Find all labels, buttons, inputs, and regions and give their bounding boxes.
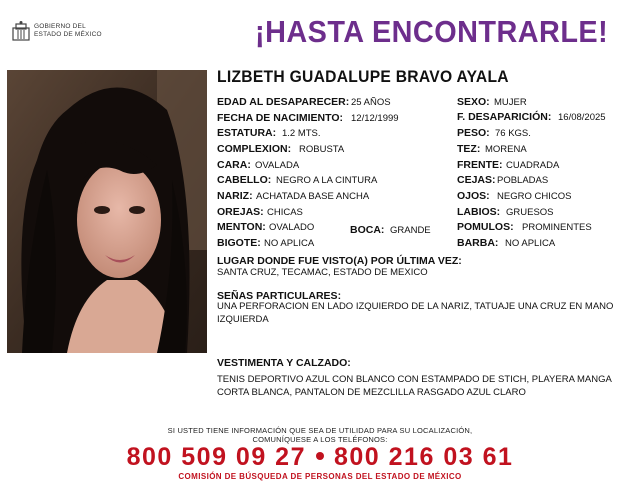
field-value: MUJER <box>494 97 527 108</box>
distinguishing-marks-text: UNA PERFORACION EN LADO IZQUIERDO DE LA NARIZ, TATUAJE UNA CRUZ EN MANO IZQUIERDA <box>217 301 614 325</box>
field-value: NEGRO CHICOS <box>497 191 572 202</box>
field-value: POBLADAS <box>497 175 549 186</box>
person-photo-image <box>7 70 207 353</box>
field-label: F. DESAPARICIÓN: <box>457 111 552 123</box>
person-name: LIZBETH GUADALUPE BRAVO AYALA <box>217 67 509 86</box>
field-label: CABELLO: <box>217 174 272 186</box>
field-label: POMULOS: <box>457 221 514 233</box>
field-value: 76 KGS. <box>495 128 531 139</box>
phone-numbers <box>0 443 640 472</box>
field-value: ACHATADA BASE ANCHA <box>256 191 370 202</box>
logo-text <box>34 23 102 39</box>
field-value: OVALADO <box>269 222 315 233</box>
field-value: 25 AÑOS <box>351 97 391 108</box>
field-label: CEJAS: <box>457 174 496 186</box>
commission-name: COMISIÓN DE BÚSQUEDA DE PERSONAS DEL ESTADO DE MÉXICO <box>178 472 462 481</box>
field-value: NEGRO A LA CINTURA <box>276 175 378 186</box>
footer-note-line1: SI USTED TIENE INFORMACIÓN QUE SEA DE UTILIDAD PARA SU LOCALIZACIÓN, <box>167 426 473 435</box>
phone-number-1[interactable]: 800 509 09 27 <box>126 443 306 471</box>
field-value: MORENA <box>485 144 527 155</box>
field-value: CHICAS <box>267 207 303 218</box>
field-label: FECHA DE NACIMIENTO: <box>217 112 343 124</box>
government-logo <box>10 20 120 46</box>
field-label: BARBA: <box>457 237 499 249</box>
field-value: PROMINENTES <box>522 222 592 233</box>
field-value: ROBUSTA <box>299 144 345 155</box>
person-photo <box>7 70 207 353</box>
field-label: TEZ: <box>457 143 481 155</box>
field-value: NO APLICA <box>264 238 315 249</box>
field-label: FRENTE: <box>457 159 503 171</box>
clothing-text: TENIS DEPORTIVO AZUL CON BLANCO CON ESTAMPADO DE STICH, PLAYERA MANGA CORTA BLANCA, PANTALON DE MEZCLILLA RASGADO AZUL CLARO <box>217 374 612 398</box>
coat-of-arms-icon <box>10 20 32 42</box>
logo-line2: ESTADO DE MÉXICO <box>34 31 102 38</box>
field-label: EDAD AL DESAPARECER: <box>217 96 350 108</box>
last-seen-title: LUGAR DONDE FUE VISTO(A) POR ÚLTIMA VEZ: <box>217 255 462 267</box>
last-seen-text: SANTA CRUZ, TECAMAC, ESTADO DE MEXICO <box>217 267 428 278</box>
clothing-title: VESTIMENTA Y CALZADO: <box>217 357 351 369</box>
field-label: MENTON: <box>217 221 266 233</box>
headline: ¡HASTA ENCONTRARLE! <box>255 14 609 49</box>
field-label: NARIZ: <box>217 190 253 202</box>
field-label: SEXO: <box>457 96 490 108</box>
field-label: BOCA: <box>350 224 385 236</box>
field-label: LABIOS: <box>457 206 501 218</box>
field-label: OJOS: <box>457 190 490 202</box>
phone-number-2[interactable]: 800 216 03 61 <box>334 443 514 471</box>
separator-dot-icon <box>316 452 324 460</box>
field-value: CUADRADA <box>506 160 560 171</box>
field-label: CARA: <box>217 159 251 171</box>
field-value: 16/08/2025 <box>558 112 606 123</box>
logo-line1: GOBIERNO DEL <box>34 23 86 30</box>
field-value: GRANDE <box>390 225 431 236</box>
field-value: OVALADA <box>255 160 300 171</box>
field-label: ESTATURA: <box>217 127 277 139</box>
field-value: NO APLICA <box>505 238 556 249</box>
field-label: COMPLEXION: <box>217 143 292 155</box>
field-value: 12/12/1999 <box>351 113 399 124</box>
field-label: BIGOTE: <box>217 237 261 249</box>
field-label: PESO: <box>457 127 490 139</box>
footer-note-line2: COMUNÍQUESE A LOS TELÉFONOS: <box>252 435 388 444</box>
field-value: GRUESOS <box>506 207 554 218</box>
field-label: OREJAS: <box>217 206 264 218</box>
distinguishing-marks-title: SEÑAS PARTICULARES: <box>217 290 342 302</box>
field-value: 1.2 MTS. <box>282 128 321 139</box>
